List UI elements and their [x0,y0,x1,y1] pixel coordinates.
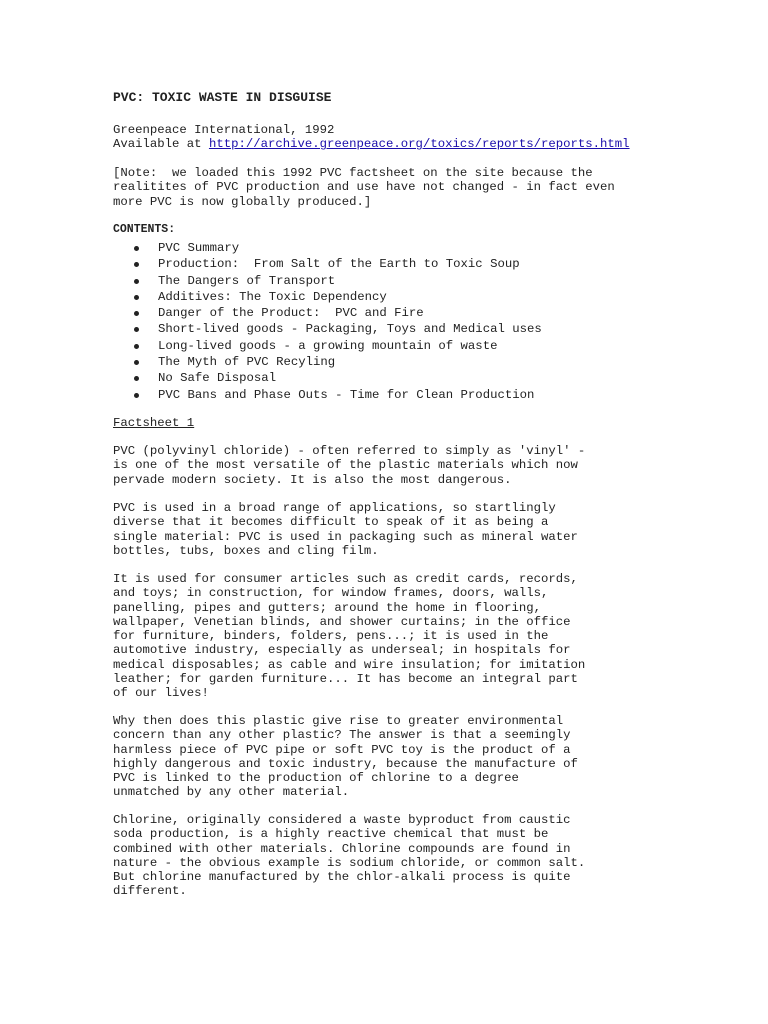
paragraph-1 [113,444,585,487]
paragraph-line: single material: PVC is used in packaging such as mineral water [113,529,578,544]
paragraph-2 [113,501,578,558]
paragraph-5 [113,813,585,899]
contents-item[interactable] [113,387,542,403]
source-block [113,123,630,152]
bullet-icon [134,327,139,332]
contents-item-label: No Safe Disposal [158,371,277,386]
paragraph-line: different. [113,884,187,899]
source-org: Greenpeace International, 1992 [113,123,335,137]
contents-item[interactable] [113,256,542,272]
contents-item-label: PVC Summary [158,241,240,255]
paragraph-line: But chlorine manufactured by the chlor-alkali process is quite [113,870,571,885]
paragraph-line: highly dangerous and toxic industry, because the manufacture of [113,756,578,771]
note-line: [Note: we loaded this 1992 PVC factsheet on the site because the [113,166,593,180]
factsheet-heading [113,416,194,430]
bullet-icon [134,279,139,284]
contents-item[interactable] [113,354,542,370]
contents-item[interactable] [113,321,542,337]
paragraph-3 [113,572,585,701]
paragraph-line: panelling, pipes and gutters; around the home in flooring, [113,600,542,615]
paragraph-4 [113,714,578,800]
paragraph-line: leather; for garden furniture... It has become an integral part [113,672,578,687]
paragraph-line: and toys; in construction, for window frames, doors, walls, [113,586,549,601]
paragraph-line: diverse that it becomes difficult to speak of it as being a [113,515,549,530]
note-line: realitites of PVC production and use have not changed - in fact even [113,180,615,195]
paragraph-line: of our lives! [113,686,209,701]
contents-item-label: Long-lived goods - a growing mountain of waste [158,338,498,353]
paragraph-line: Why then does this plastic give rise to greater environmental [113,714,564,728]
contents-item[interactable] [113,289,542,305]
archive-link[interactable]: http://archive.greenpeace.org/toxics/reports/reports.html [208,137,630,152]
contents-item-label: Production: From Salt of the Earth to Toxic Soup [158,257,520,272]
paragraph-line: PVC is linked to the production of chlorine to a degree [113,771,519,786]
paragraph-line: for furniture, binders, folders, pens...; it is used in the [113,629,549,644]
bullet-icon [134,262,139,267]
bullet-icon [134,360,139,365]
contents-item-label: The Myth of PVC Recyling [158,355,336,370]
paragraph-line: nature - the obvious example is sodium chloride, or common salt. [113,855,586,870]
contents-item-label: Danger of the Product: PVC and Fire [158,306,424,321]
contents-item-label: PVC Bans and Phase Outs - Time for Clean Production [158,387,535,402]
paragraph-line: It is used for consumer articles such as credit cards, records, [113,572,578,586]
contents-item[interactable] [113,305,542,321]
paragraph-line: PVC is used in a broad range of applications, so startlingly [113,501,556,515]
contents-item-label: Additives: The Toxic Dependency [158,289,387,304]
contents-item[interactable] [113,338,542,354]
contents-item-label: The Dangers of Transport [158,273,336,288]
paragraph-line: Chlorine, originally considered a waste byproduct from caustic [113,813,571,827]
contents-item[interactable] [113,370,542,386]
note-line: more PVC is now globally produced.] [113,194,372,209]
bullet-icon [134,295,139,300]
paragraph-line: medical disposables; as cable and wire insulation; for imitation [113,657,586,672]
contents-list [113,240,542,403]
contents-item[interactable] [113,240,542,256]
contents-item[interactable] [113,273,542,289]
factsheet-link[interactable]: Factsheet 1 [113,416,195,430]
paragraph-line: is one of the most versatile of the plastic materials which now [113,458,578,473]
paragraph-line: soda production, is a highly reactive chemical that must be [113,827,549,842]
source-availability [113,137,630,151]
bullet-icon [134,376,139,381]
paragraph-line: unmatched by any other material. [113,785,350,800]
paragraph-line: pervade modern society. It is also the most dangerous. [113,472,512,487]
bullet-icon [134,344,139,349]
bullet-icon [134,393,139,398]
editor-note [113,166,615,209]
contents-item-label: Short-lived goods - Packaging, Toys and Medical uses [158,322,542,337]
paragraph-line: concern than any other plastic? The answer is that a seemingly [113,728,571,743]
contents-heading [113,223,175,237]
paragraph-line: wallpaper, Venetian blinds, and shower curtains; in the office [113,614,571,629]
paragraph-line: automotive industry, especially as underseal; in hospitals for [113,643,571,658]
paragraph-line: bottles, tubs, boxes and cling film. [113,543,379,558]
contents-label: CONTENTS: [113,223,176,236]
paragraph-line: PVC (polyvinyl chloride) - often referred to simply as 'vinyl' - [113,444,586,458]
available-prefix: Available at [113,137,209,152]
paragraph-line: harmless piece of PVC pipe or soft PVC toy is the product of a [113,742,571,757]
document-title: PVC: TOXIC WASTE IN DISGUISE [113,90,332,105]
bullet-icon [134,311,139,316]
bullet-icon [134,246,139,251]
paragraph-line: combined with other materials. Chlorine compounds are found in [113,841,571,856]
